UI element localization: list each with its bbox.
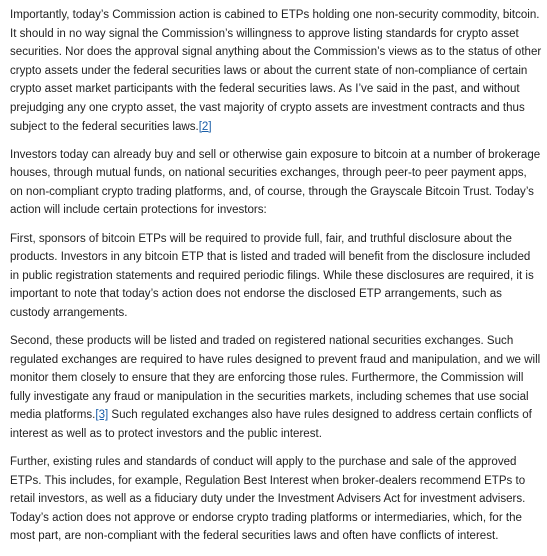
footnote-link-2[interactable]: [2] [198, 120, 212, 133]
paragraph-text: Importantly, today’s Commission action is cabined to ETPs holding one non-security commodity, bitcoin. It should in no way signal the Commission’s willingness to approve listing standards for crypto asset securities. Nor does the approval signal anything about the Commission’s views as to the status of other crypto assets under the federal securities laws or about the current state of non-compliance of certain crypto asset market participants with the federal securities laws. As I’ve said in the past, and without prejudging any one crypto asset, the vast majority of crypto assets are investment contracts and thus subject to the federal securities laws. [10, 9, 542, 133]
paragraph-text: First, sponsors of bitcoin ETPs will be required to provide full, fair, and truthful disclosure about the products. Investors in any bitcoin ETP that is listed and traded will benefit from the disclosure included in public registration statements and required periodic filings. While these disclosures are required, it is important to note that today’s action does not endorse the disclosed ETP arrangements, such as custody arrangements. [10, 232, 534, 319]
statement-body [10, 6, 542, 556]
paragraph-disclosure [10, 230, 542, 323]
paragraph-text: Second, these products will be listed and traded on registered national securities exchanges. Such regulated exchanges are required to have rules designed to prevent fraud and manipulation, and we will monitor them closely to ensure that they are enforcing those rules. Furthermore, the Commission will fully investigate any fraud or manipulation in the securities markets, including schemes that use social media platforms. [10, 335, 541, 422]
paragraph-text: Investors today can already buy and sell or otherwise gain exposure to bitcoin at a number of brokerage houses, through mutual funds, on national securities exchanges, through peer-to peer payment apps, on non-compliant crypto trading platforms, and, of course, through the Grayscale Bitcoin Trust. Today’s action will include certain protections for investors: [10, 148, 541, 217]
footnote-link-3[interactable]: [3] [95, 409, 109, 422]
paragraph-etp-scope [10, 6, 542, 136]
paragraph-conduct-rules [10, 453, 542, 546]
paragraph-text-continued: Such regulated exchanges also have rules designed to address certain conflicts of interest as well as to protect investors and the public interest. [10, 409, 532, 440]
paragraph-investor-exposure [10, 146, 542, 220]
paragraph-exchanges [10, 332, 542, 444]
paragraph-text: Further, existing rules and standards of conduct will apply to the purchase and sale of the approved ETPs. This includes, for example, Regulation Best Interest when broker-dealers recommend ETPs to retail investors, as well as a fiduciary duty under the Investment Advisers Act for investment advisers. Today’s action does not approve or endorse crypto trading platforms or intermediaries, which, for the most part, are non-compliant with the federal securities laws and often have conflicts of interest. [10, 456, 526, 543]
